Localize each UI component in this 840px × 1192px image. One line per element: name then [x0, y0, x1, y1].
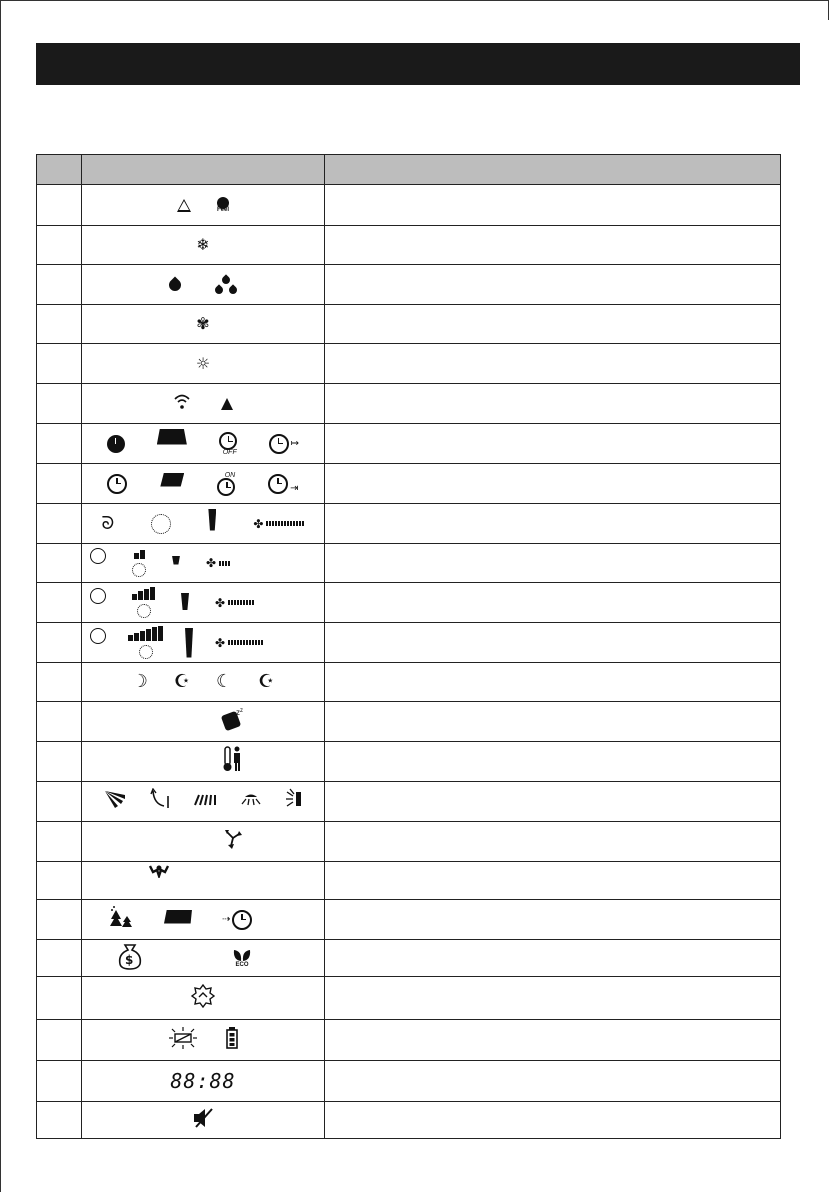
battery-icon [226, 1027, 238, 1054]
table-row [37, 1061, 781, 1102]
light-icon [240, 792, 262, 811]
page-border-top [0, 0, 828, 1]
table-row [37, 663, 781, 702]
description-cell [325, 504, 781, 544]
description-cell [325, 544, 781, 583]
snowflake-icon: ❄ [196, 235, 210, 254]
row-number [37, 623, 82, 663]
description-cell [325, 977, 781, 1020]
wifi-icon [173, 392, 191, 415]
bar-icon [160, 473, 184, 487]
description-cell [325, 226, 781, 265]
symbol-cell [82, 742, 325, 782]
symbols-table [36, 154, 781, 1139]
moon-stars-icon: ☪ [173, 671, 190, 692]
clock-arrow-in-icon: ⇥ [268, 474, 298, 494]
row-number [37, 305, 82, 344]
table-row [37, 900, 781, 940]
vertical-bar-icon [208, 509, 216, 531]
page-border-left [0, 0, 1, 1192]
symbol-cell [82, 623, 325, 663]
table-row [37, 1102, 781, 1139]
table-row [37, 384, 781, 424]
large-wedge-icon [185, 628, 193, 658]
description-cell [325, 384, 781, 424]
row-number [37, 782, 82, 822]
table-row [37, 862, 781, 900]
bar-icon [164, 910, 192, 924]
description-cell [325, 305, 781, 344]
clock-off-icon: OFF [219, 432, 237, 456]
fan-speed-high-icon: ✤ [215, 636, 263, 650]
description-cell [325, 900, 781, 940]
symbol-cell [82, 185, 325, 226]
moon-icon: ☾ [216, 671, 233, 692]
clock-on-icon: ON [217, 472, 235, 496]
louver-icon [193, 793, 217, 811]
description-cell [325, 265, 781, 305]
row-number [37, 583, 82, 623]
clock-solid-icon [107, 435, 125, 453]
clock-icon [107, 474, 127, 494]
digits-display-icon: 88:88 [170, 1069, 236, 1093]
two-bars-icon [132, 550, 146, 577]
description-cell [325, 185, 781, 226]
row-number [37, 862, 82, 900]
moon-star-icon: ☽ [131, 671, 148, 692]
table-row [37, 940, 781, 977]
table-row [37, 464, 781, 504]
row-number [37, 464, 82, 504]
table-row [37, 583, 781, 623]
description-cell [325, 1061, 781, 1102]
symbol-cell [82, 226, 325, 265]
bar-icon [157, 429, 187, 445]
symbol-cell [82, 663, 325, 702]
symbol-cell [82, 702, 325, 742]
table-row [37, 742, 781, 782]
page-border-right [828, 0, 829, 20]
five-bars-icon [128, 626, 163, 659]
description-cell [325, 782, 781, 822]
symbol-cell [82, 822, 325, 862]
drop-icon [167, 276, 184, 293]
header-description [325, 155, 781, 185]
swing-fan-icon [103, 789, 127, 814]
fan-circle-icon [90, 548, 106, 564]
row-number [37, 940, 82, 977]
description-cell [325, 424, 781, 464]
row-number [37, 344, 82, 384]
row-number [37, 424, 82, 464]
row-number [37, 384, 82, 424]
title-bar [36, 43, 800, 85]
symbol-cell [82, 1061, 325, 1102]
symbol-cell [82, 862, 325, 900]
table-row [37, 185, 781, 226]
header-number [37, 155, 82, 185]
row-number [37, 1061, 82, 1102]
fan-circle-icon [90, 588, 106, 604]
svg-text:$: $ [125, 952, 134, 967]
row-number [37, 900, 82, 940]
mute-icon [192, 1107, 214, 1134]
symbol-cell [82, 940, 325, 977]
money-bag-icon [116, 942, 144, 975]
light-wall-icon [285, 788, 303, 815]
dotted-circle-icon [151, 514, 171, 534]
row-number [37, 702, 82, 742]
row-number [37, 822, 82, 862]
table-row [37, 822, 781, 862]
symbol-cell [82, 900, 325, 940]
symbol-cell [82, 464, 325, 504]
table-row [37, 305, 781, 344]
table-row [37, 424, 781, 464]
moon-star-2-icon: ☪ [258, 671, 275, 692]
filter-clean-icon [168, 1026, 198, 1055]
eco-leaf-icon: ECO [232, 948, 252, 968]
symbol-cell [82, 1020, 325, 1061]
fan-speed-low-icon: ✤ [206, 556, 230, 570]
row-number [37, 1102, 82, 1139]
symbol-cell [82, 265, 325, 305]
description-cell [325, 940, 781, 977]
description-cell [325, 822, 781, 862]
symbol-cell [82, 544, 325, 583]
description-cell [325, 464, 781, 504]
table-row [37, 623, 781, 663]
medium-wedge-icon [181, 593, 189, 610]
symbol-cell [82, 977, 325, 1020]
symbol-cell [82, 424, 325, 464]
trees-icon [108, 904, 134, 935]
fan-icon: ✾ [196, 314, 210, 333]
strong-icon [148, 864, 170, 883]
table-row [37, 1020, 781, 1061]
description-cell [325, 663, 781, 702]
timer-arrow-icon: ⇢ [222, 910, 252, 930]
triangle-outline-icon [177, 199, 191, 212]
sun-icon: ☼ [195, 353, 211, 373]
svg-text:z: z [236, 708, 240, 717]
table-row [37, 265, 781, 305]
description-cell [325, 623, 781, 663]
description-cell [325, 702, 781, 742]
symbol-cell [82, 344, 325, 384]
row-number [37, 742, 82, 782]
symbol-cell [82, 1102, 325, 1139]
row-number [37, 226, 82, 265]
fan-speed-full-icon: ✤ [253, 517, 304, 531]
description-cell [325, 1020, 781, 1061]
four-bars-icon [132, 587, 155, 618]
table-row [37, 702, 781, 742]
table-header-row [37, 155, 781, 185]
swing-arrow-icon [150, 788, 170, 815]
description-cell [325, 1102, 781, 1139]
fan-circle-icon [90, 628, 106, 644]
feel-icon: Feel [217, 197, 229, 213]
symbol-cell [82, 782, 325, 822]
row-number [37, 185, 82, 226]
swirl-icon: ᘐ [101, 512, 115, 534]
description-cell [325, 742, 781, 782]
symbol-cell [82, 384, 325, 424]
row-number [37, 1020, 82, 1061]
triangle-solid-icon [221, 398, 233, 410]
gear-badge-icon [191, 984, 215, 1013]
description-cell [325, 862, 781, 900]
table-row [37, 344, 781, 384]
direction-arrows-icon [163, 828, 243, 855]
table-row [37, 977, 781, 1020]
header-symbol [82, 155, 325, 185]
fan-speed-medium-icon: ✤ [215, 596, 254, 610]
symbol-cell [82, 504, 325, 544]
triple-drop-icon [215, 276, 237, 294]
table-row [37, 226, 781, 265]
clock-arrow-icon: ↦ [269, 434, 299, 454]
row-number [37, 504, 82, 544]
thermometer-person-icon [163, 745, 243, 778]
description-cell [325, 583, 781, 623]
description-cell [325, 344, 781, 384]
symbol-cell [82, 583, 325, 623]
table-row [37, 544, 781, 583]
row-number [37, 265, 82, 305]
row-number [37, 977, 82, 1020]
symbol-cell [82, 305, 325, 344]
svg-text:z: z [240, 708, 243, 714]
table-row [37, 504, 781, 544]
sleep-face-icon [161, 707, 245, 736]
table-row [37, 782, 781, 822]
small-wedge-icon [172, 556, 180, 565]
row-number [37, 663, 82, 702]
row-number [37, 544, 82, 583]
